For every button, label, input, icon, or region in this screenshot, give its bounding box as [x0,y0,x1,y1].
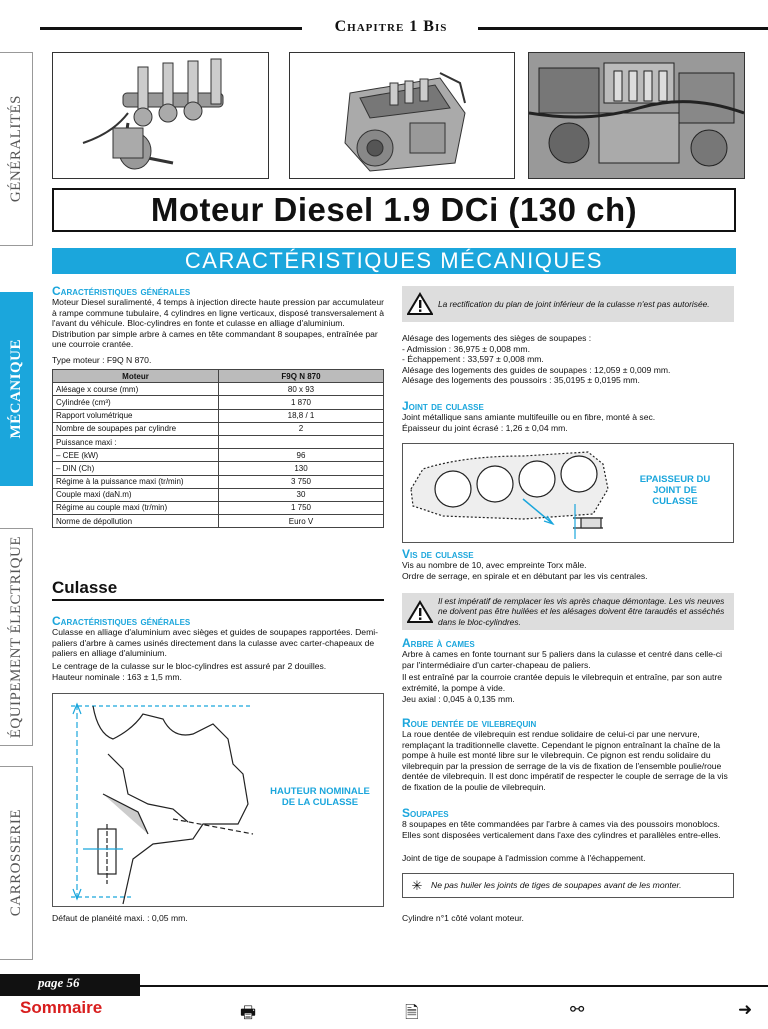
page-number: page 56 [38,975,80,990]
alesage-line: Alésage des logements des poussoirs : 35,0195 ± 0,0195 mm. [402,375,640,386]
warning-box-rectification [402,286,734,322]
alesage-line: Alésage des logements des sièges de soupapes : [402,333,592,343]
warning-icon [402,600,438,624]
roue-heading: Roue dentée de vilebrequin [402,716,537,730]
spec-label: Rapport volumétrique [53,409,219,422]
sommaire-link[interactable]: Sommaire [20,998,103,1017]
tip-icon: ✳ [411,877,423,893]
spec-value: 80 x 93 [219,383,384,396]
print-icon[interactable]: 🖶 [240,1003,257,1022]
table-header-moteur: Moteur [53,370,219,383]
header-rule-right [478,27,768,30]
spec-label: – DIN (Ch) [53,462,219,475]
warning-text-rectification: La rectification du plan de joint inférieur de la culasse n'est pas autorisée. [438,298,710,309]
table-row [53,515,384,528]
chapter-title: Chapitre 1 Bis [334,18,448,35]
table-row [53,383,384,396]
vis-order: Ordre de serrage, en spirale et en débutant par les vis centrales. [402,571,648,581]
tab-carrosserie[interactable]: CARROSSERIE [0,766,33,960]
spec-value: 30 [219,488,384,501]
general-characteristics-text: Moteur Diesel suralimenté, 4 temps à injection directe haute pression par accumulateur à rampe commune tubulaire, 4 cylindres en ligne verticaux, disposé transversalement à l'avant du véhicule. Bloc-cylindres en fonte et culasse en alliage d'aluminium. Distribution par simple arbre à cames en tête commandant 8 soupapes, entraînée par une courroie crantée. [52,297,384,350]
spec-label: – CEE (kW) [53,449,219,462]
spec-label: Régime au couple maxi (tr/min) [53,501,219,514]
tab-mecanique[interactable]: MÉCANIQUE [0,292,33,486]
alesage-line: - Admission : 36,975 ± 0,008 mm. [402,343,530,354]
table-header-code: F9Q N 870 [219,370,384,383]
spec-label: Régime à la puissance maxi (tr/min) [53,475,219,488]
table-row [53,449,384,462]
table-row [53,488,384,501]
arbre-heading: Arbre à cames [402,636,475,650]
arbre-drive: Il est entraîné par la courroie crantée depuis le vilebrequin et entraîne, par son autre extrémité, la pompe à vide. [402,672,723,693]
spec-value: 2 [219,422,384,435]
alesage-block [402,333,734,386]
footer-rule [140,985,768,987]
warning-box-vis [402,593,734,630]
note-box [402,873,734,898]
note-text: Ne pas huiler les joints de tiges de soupapes avant de les monter. [431,880,682,891]
spec-label: Puissance maxi : [53,435,219,448]
culasse-text: Culasse en alliage d'aluminium avec sièges et guides de soupapes rapportées. Demi-paliers d'arbre à cames usinés directement dans la culasse avec carter-chapeaux de paliers en alliage d'aluminium. [52,627,379,659]
warning-text-vis: Il est impératif de remplacer les vis après chaque démontage. Les vis neuves ne doivent pas être huilées et les alésages doivent être taraudés et asséchés dans le bloc-cylindres. [438,595,725,627]
tab-generalites[interactable]: GÉNÉRALITÉS [0,52,33,246]
joint-thickness-figure [402,443,734,543]
culasse-height-label: HAUTEUR NOMINALE DE LA CULASSE [270,786,370,808]
roue-text: La roue dentée de vilebrequin est rendue solidaire de celui-ci par une nervure, remplaçant la traditionnelle clavette. Cependant le pignon entraînant la chaîne de la pompe à huile est monté libre sur le vilebrequin. Ce pignon est rendu solidaire du vilebrequin par la pression de serrage de la vis de fixation de l'ensemble poulie/roue dentée de vilebrequin. Il est donc impératif de respecter le couple de serrage de la vis de fixation de la poulie de vilebrequin. [402,729,728,792]
vis-heading: Vis de culasse [402,547,474,561]
engine-specs-table [52,369,384,528]
spec-value: Euro V [219,515,384,528]
spec-value: 18,8 / 1 [219,409,384,422]
table-row [53,422,384,435]
page-title: Moteur Diesel 1.9 DCi (130 ch) [52,188,736,232]
culasse-centering: Le centrage de la culasse sur le bloc-cylindres est assuré par 2 douilles. [52,661,327,671]
culasse-characteristics-heading: Caractéristiques générales [52,614,191,628]
arbre-jeu: Jeu axial : 0,045 à 0,135 mm. [402,694,515,704]
warning-icon [402,292,438,316]
spec-label: Norme de dépollution [53,515,219,528]
joint-heading: Joint de culasse [402,399,484,413]
spec-value: 96 [219,449,384,462]
spec-value: 1 870 [219,396,384,409]
injection-rail-image [52,52,269,179]
table-row [53,435,384,448]
next-arrow-icon[interactable]: ➜ [738,1000,753,1019]
spec-value: 130 [219,462,384,475]
table-row [53,501,384,514]
spec-value: 3 750 [219,475,384,488]
arbre-text: Arbre à cames en fonte tournant sur 5 paliers dans la culasse et centré dans celle-ci par l'intermédiaire d'un carter-chapeau de paliers. [402,649,723,670]
tab-equipement-electrique[interactable]: ÉQUIPEMENT ÉLECTRIQUE [0,528,33,746]
joint-text: Joint métallique sans amiante multifeuille ou en fibre, monté à sec. [402,412,656,422]
soupapes-joint: Joint de tige de soupape à l'admission comme à l'échappement. [402,853,646,863]
engine-type: Type moteur : F9Q N 870. [52,355,152,365]
soupapes-heading: Soupapes [402,806,449,820]
engine-block-image [289,52,515,179]
spec-value [219,435,384,448]
spec-label: Cylindrée (cm³) [53,396,219,409]
culasse-title: Culasse [52,578,384,601]
general-characteristics-heading: Caractéristiques générales [52,284,191,298]
cylinder-note: Cylindre n°1 côté volant moteur. [402,913,524,923]
document-icon[interactable]: 🗎 [405,1003,419,1022]
table-row [53,396,384,409]
vis-text: Vis au nombre de 10, avec empreinte Torx mâle. [402,560,587,570]
header-rule-left [40,27,302,30]
alesage-line: Alésage des logements des guides de soupapes : 12,059 ± 0,009 mm. [402,364,671,375]
table-row [53,475,384,488]
planeite-defect: Défaut de planéité maxi. : 0,05 mm. [52,913,188,923]
engine-bay-image [528,52,745,179]
soupapes-text: 8 soupapes en tête commandées par l'arbre à cames via des poussoirs monoblocs. Elles sont disposées verticalement dans l'axe des cylindres et parallèles entre-elles. [402,819,721,840]
culasse-height-figure [52,693,384,907]
culasse-height: Hauteur nominale : 163 ± 1,5 mm. [52,672,182,682]
spec-label: Couple maxi (daN.m) [53,488,219,501]
spec-label: Nombre de soupapes par cylindre [53,422,219,435]
table-row [53,409,384,422]
table-row [53,462,384,475]
spec-value: 1 750 [219,501,384,514]
section-banner: CARACTÉRISTIQUES MÉCANIQUES [52,248,736,274]
binoculars-icon[interactable]: ⚯ [570,1000,585,1019]
spec-label: Alésage x course (mm) [53,383,219,396]
joint-thickness-label: EPAISSEUR DU JOINT DE CULASSE [639,474,711,507]
joint-thickness: Épaisseur du joint écrasé : 1,26 ± 0,04 mm. [402,423,568,433]
alesage-line: - Échappement : 33,597 ± 0,008 mm. [402,354,544,365]
